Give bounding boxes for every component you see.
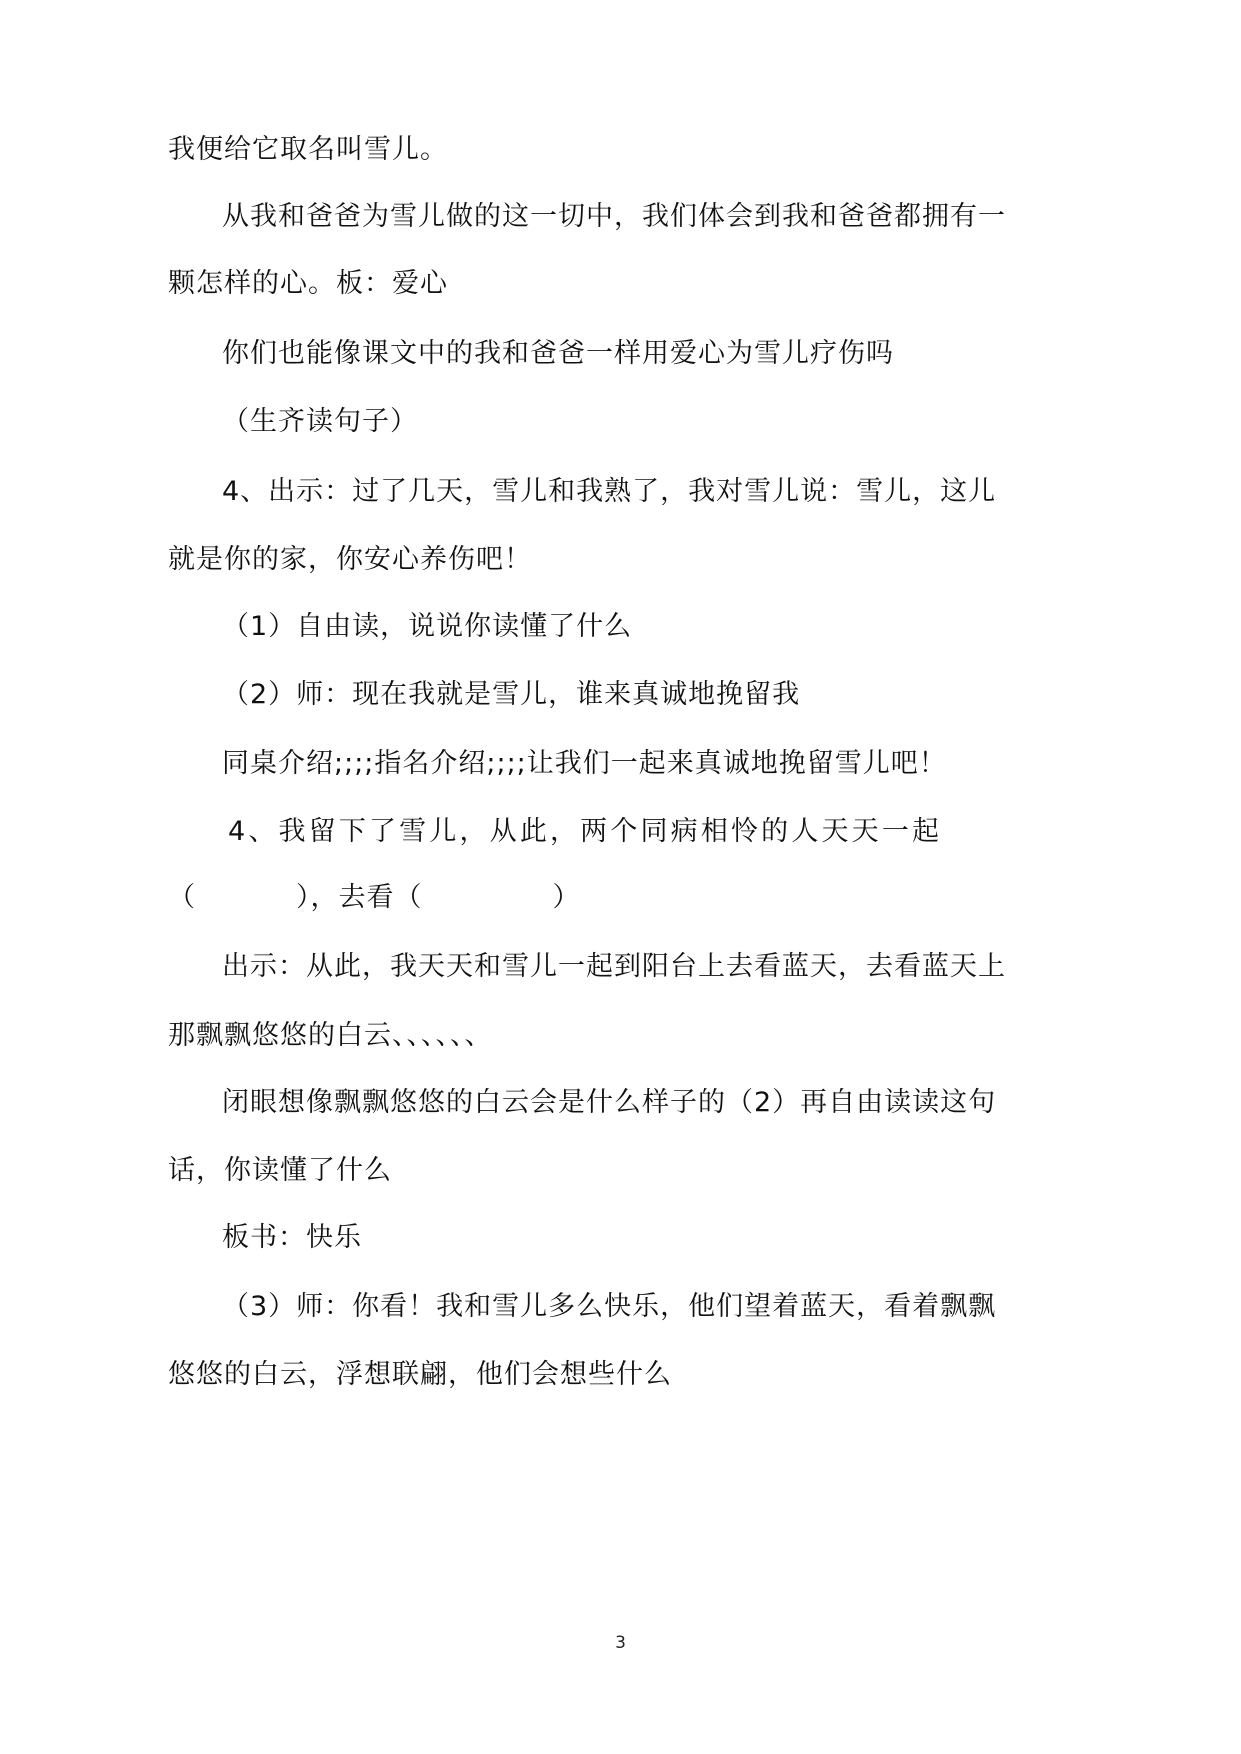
paragraph-line: 从我和爸爸为雪儿做的这一切中，我们体会到我和爸爸都拥有一 — [222, 201, 1006, 232]
paragraph-line: （1）自由读，说说你读懂了什么 — [222, 611, 633, 642]
blank-open-1: （ — [168, 882, 196, 913]
paragraph-line: （2）师：现在我就是雪儿，谁来真诚地挽留我 — [222, 679, 801, 710]
paragraph-line: （3）师：你看！我和雪儿多么快乐，他们望着蓝天，看着飘飘 — [222, 1291, 997, 1322]
paragraph-line: 4、出示：过了几天，雪儿和我熟了，我对雪儿说：雪儿，这儿 — [222, 476, 997, 507]
page-number: 3 — [615, 1633, 626, 1653]
paragraph-line: 出示：从此，我天天和雪儿一起到阳台上去看蓝天，去看蓝天上 — [222, 951, 1006, 982]
paragraph-line: 话，你读懂了什么 — [168, 1155, 392, 1186]
paragraph-line: 我便给它取名叫雪儿。 — [168, 134, 448, 165]
paragraph-line: 就是你的家，你安心养伤吧！ — [168, 544, 532, 575]
paragraph-line: 颗怎样的心。板：爱心 — [168, 268, 448, 299]
blank-close-1: ），去看（ — [296, 882, 423, 913]
paragraph-line: 4、我留下了雪儿，从此，两个同病相怜的人天天一起 — [228, 816, 940, 847]
blank-close-2: ） — [552, 882, 581, 913]
paragraph-line: 悠悠的白云，浮想联翩，他们会想些什么 — [168, 1359, 672, 1390]
paragraph-line: 闭眼想像飘飘悠悠的白云会是什么样子的（2）再自由读读这句 — [222, 1087, 997, 1118]
paragraph-line: （生齐读句子） — [222, 406, 418, 437]
paragraph-line: 你们也能像课文中的我和爸爸一样用爱心为雪儿疗伤吗 — [222, 338, 894, 369]
paragraph-line: 同桌介绍;;;;指名介绍;;;;让我们一起来真诚地挽留雪儿吧！ — [222, 748, 947, 779]
paragraph-line: 那飘飘悠悠的白云、、、、、、 — [168, 1020, 493, 1051]
fill-in-blank-line — [168, 878, 581, 918]
paragraph-line: 板书：快乐 — [222, 1222, 362, 1253]
